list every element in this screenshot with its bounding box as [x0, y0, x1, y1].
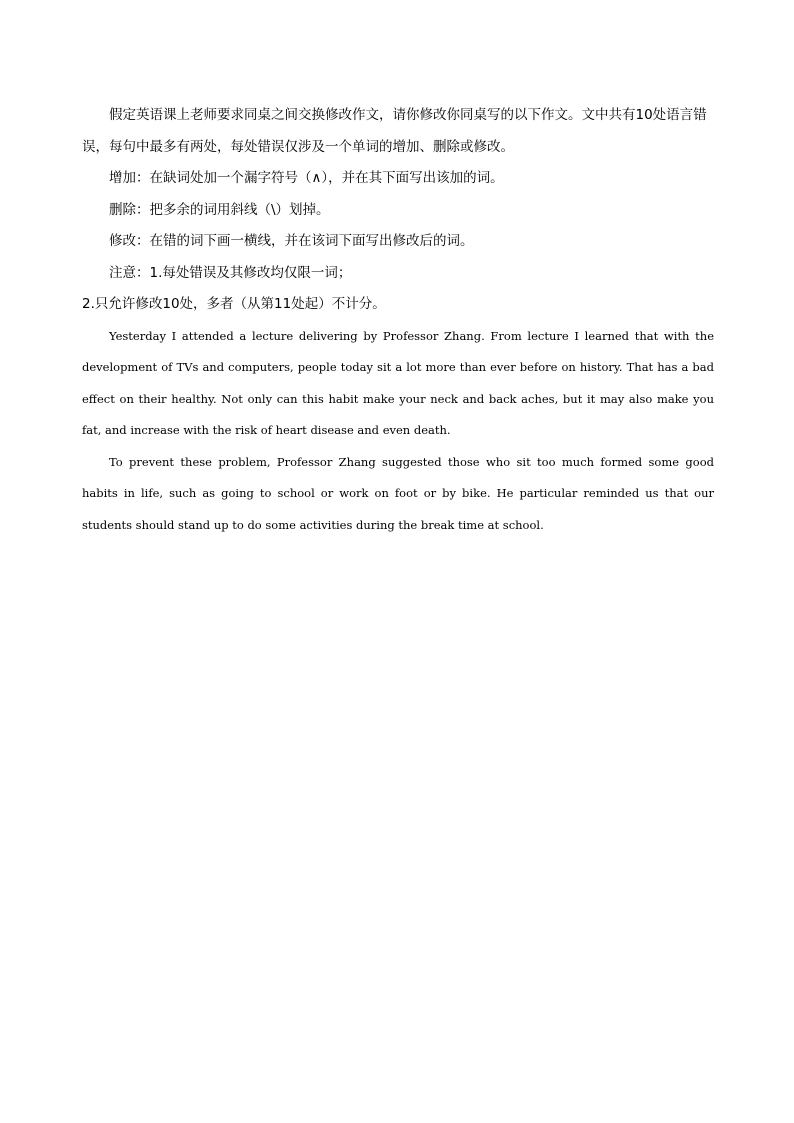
note-2: 2.只允许修改10处，多者（从第11处起）不计分。 — [82, 296, 386, 312]
note-1: 注意：1.每处错误及其修改均仅限一词； — [109, 264, 352, 281]
essay-paragraph-2: To prevent these problem, Professor Zhang suggested those who sit too much formed some good habits in life, such as going to school or work on foot or by bike. He particular reminded us that our students should stand up to do some activities during the break time at school. — [82, 454, 714, 532]
essay-paragraph-1: Yesterday I attended a lecture delivering by Professor Zhang. From lecture I learned that with the development of TVs and computers, people today sit a lot more than ever before on history. That has a bad effect on their healthy. Not only can this habit make your neck and back aches, but it may also make you fat, and increase with the risk of heart disease and even death. — [82, 328, 714, 437]
delete-rule: 删除：把多余的词用斜线（\）划掉。 — [109, 201, 330, 218]
add-rule: 增加：在缺词处加一个漏字符号（∧），并在其下面写出该加的词。 — [109, 170, 504, 186]
document-content — [82, 100, 714, 541]
modify-rule: 修改：在错的词下画一横线，并在该词下面写出修改后的词。 — [109, 233, 474, 249]
instructions-intro: 假定英语课上老师要求同桌之间交换修改作文，请你修改你同桌写的以下作文。文中共有10处语言错误，每句中最多有两处，每处错误仅涉及一个单词的增加、删除或修改。 — [82, 107, 707, 155]
